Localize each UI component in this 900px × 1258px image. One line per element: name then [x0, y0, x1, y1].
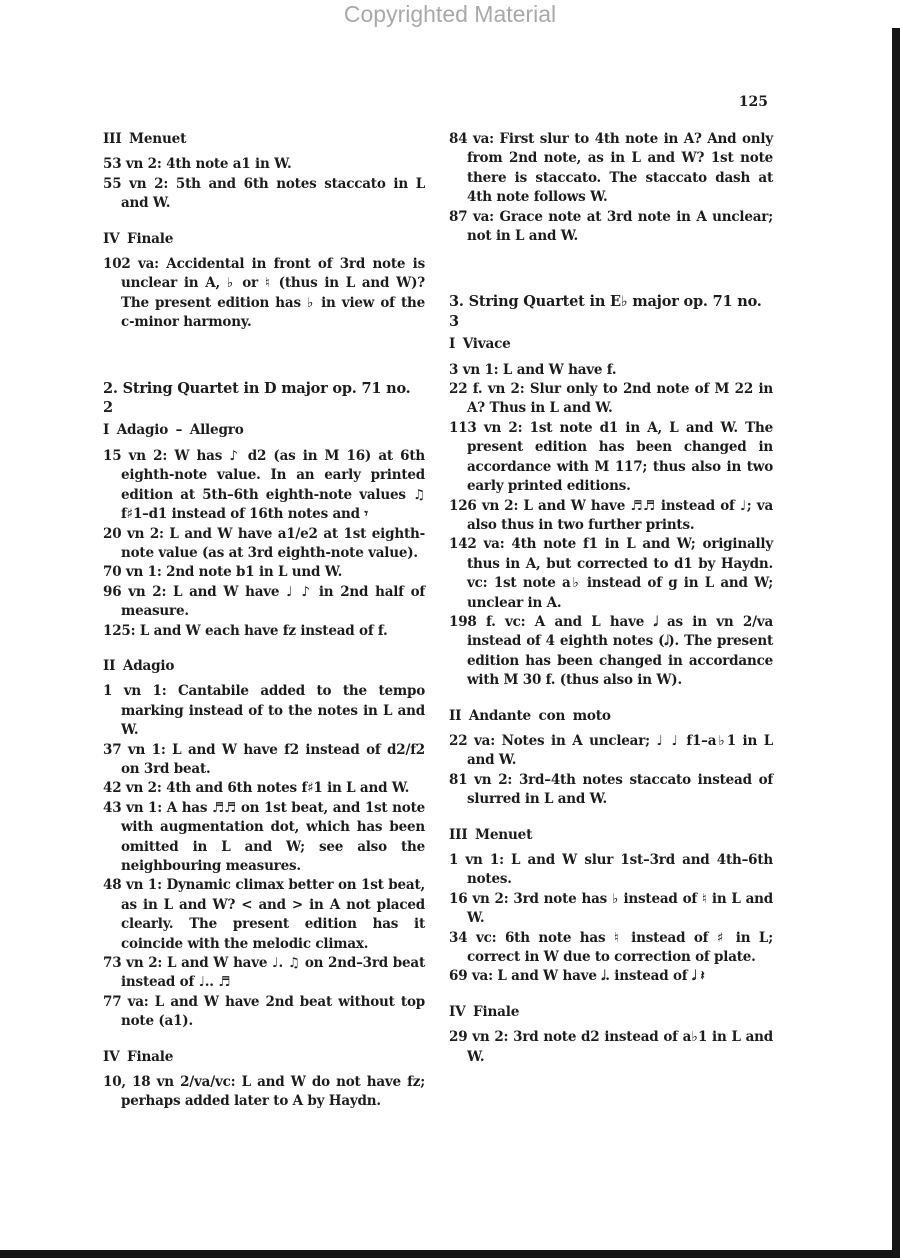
list-item: 113 vn 2: 1st note d1 in A, L and W. The present edition has been changed in accordance with M 117; thus also in two early printed editions. — [449, 419, 773, 495]
list-item: 81 vn 2: 3rd–4th notes staccato instead of slurred in L and W. — [449, 771, 773, 808]
list-item: 22 f. vn 2: Slur only to 2nd note of M 22 in A? Thus in L and W. — [449, 381, 773, 417]
movement-heading: I Adagio – Allegro — [103, 422, 244, 439]
entry-list — [449, 361, 773, 691]
list-item: 102 va: Accidental in front of 3rd note is unclear in A, ♭ or ♮ (thus in L and W)? The present edition has ♭ in view of the c-minor harmony. — [103, 256, 425, 331]
list-item: 34 vc: 6th note has ♮ instead of ♯ in L; correct in W due to correction of plate. — [449, 929, 773, 966]
list-item: 96 vn 2: L and W have ♩ ♪ in 2nd half of measure. — [103, 583, 425, 620]
list-item: 198 f. vc: A and L have 𝅗𝅥 as in vn 2/va instead of 4 eighth notes (𝅗𝅥). The present edition has been changed in accordance with M 30 f. (thus also in W). — [449, 613, 773, 689]
list-item: 16 vn 2: 3rd note has ♭ instead of ♮ in L and W. — [449, 890, 773, 927]
list-item: 48 vn 1: Dynamic climax better on 1st beat, as in L and W? < and > in A not placed clearly. The present edition has it coincide with the melodic climax. — [103, 877, 425, 952]
list-item: 1 vn 1: Cantabile added to the tempo marking instead of to the notes in L and W. — [103, 683, 425, 739]
section-heading: IV Finale — [103, 1048, 174, 1065]
list-item: 20 vn 2: L and W have a1/e2 at 1st eighth-note value (as at 3rd eighth-note value). — [103, 525, 425, 561]
section-heading: III Menuet — [103, 131, 187, 147]
list-item: 42 vn 2: 4th and 6th notes f♯1 in L and W. — [103, 780, 410, 797]
quartet-heading: 2. String Quartet in D major op. 71 no. 2 — [103, 379, 411, 417]
list-item: 53 vn 2: 4th note a1 in W. — [103, 156, 292, 173]
entry-list — [103, 155, 425, 213]
entry-list — [449, 732, 773, 810]
right-column — [449, 130, 773, 1067]
entry-list — [449, 130, 773, 246]
page-number: 125 — [738, 94, 768, 110]
list-item: 1 vn 1: L and W slur 1st–3rd and 4th–6th notes. — [449, 852, 773, 888]
section-heading: III Menuet — [449, 826, 533, 843]
quartet-heading: 3. String Quartet in E♭ major op. 71 no. 3 — [449, 293, 762, 330]
list-item: 126 vn 2: L and W have ♬♬ instead of ♩; va also thus in two further prints. — [449, 497, 773, 533]
list-item: 142 va: 4th note f1 in L and W; originally thus in A, but corrected to d1 by Haydn. vc: 1st note a♭ instead of g in L and W; unclear in A. — [449, 536, 773, 611]
list-item: 69 va: L and W have 𝅗𝅥. instead of 𝅗𝅥 𝄽 — [449, 968, 705, 985]
entry-list — [103, 1073, 425, 1112]
entry-list — [449, 1028, 773, 1067]
entry-list — [103, 682, 425, 1031]
list-item: 55 vn 2: 5th and 6th notes staccato in L and W. — [103, 175, 425, 212]
list-item: 29 vn 2: 3rd note d2 instead of a♭1 in L and W. — [449, 1029, 773, 1065]
entry-list — [449, 851, 773, 987]
entry-list — [103, 447, 425, 641]
list-item: 77 va: L and W have 2nd beat without top note (a1). — [103, 993, 425, 1030]
section-heading: IV Finale — [103, 230, 174, 247]
list-item: 70 vn 1: 2nd note b1 in L und W. — [103, 564, 343, 581]
section-heading: II Andante con moto — [449, 707, 611, 724]
list-item: 37 vn 1: L and W have f2 instead of d2/f2 on 3rd beat. — [103, 741, 425, 777]
list-item: 84 va: First slur to 4th note in A? And only from 2nd note, as in L and W? 1st note there is staccato. The staccato dash at 4th note follows W. — [449, 131, 773, 206]
list-item: 10, 18 vn 2/va/vc: L and W do not have fz; perhaps added later to A by Haydn. — [103, 1074, 425, 1110]
left-column — [103, 130, 425, 1112]
copyright-banner: Copyrighted Material — [0, 0, 900, 28]
list-item: 73 vn 2: L and W have ♩. ♫ on 2nd–3rd beat instead of ♩.. ♬ — [103, 955, 425, 991]
list-item: 3 vn 1: L and W have f. — [449, 361, 617, 378]
movement-heading: I Vivace — [449, 336, 511, 353]
list-item: 15 vn 2: W has ♪ d2 (as in M 16) at 6th eighth-note value. In an early printed edition at 5th–6th eighth-note values ♫ f♯1–d1 instead of 16th notes and 𝄾 — [103, 447, 425, 523]
section-heading: IV Finale — [449, 1003, 520, 1020]
section-heading: II Adagio — [103, 657, 175, 674]
entry-list — [103, 255, 425, 333]
list-item: 87 va: Grace note at 3rd note in A unclear; not in L and W. — [449, 208, 773, 245]
list-item: 43 vn 1: A has ♬♬ on 1st beat, and 1st note with augmentation dot, which has been omitted in L and W; see also the neighbouring measures. — [103, 799, 425, 874]
list-item: 125: L and W each have fz instead of f. — [103, 622, 388, 639]
list-item: 22 va: Notes in A unclear; ♩ ♩ f1–a♭1 in L and W. — [449, 732, 773, 769]
